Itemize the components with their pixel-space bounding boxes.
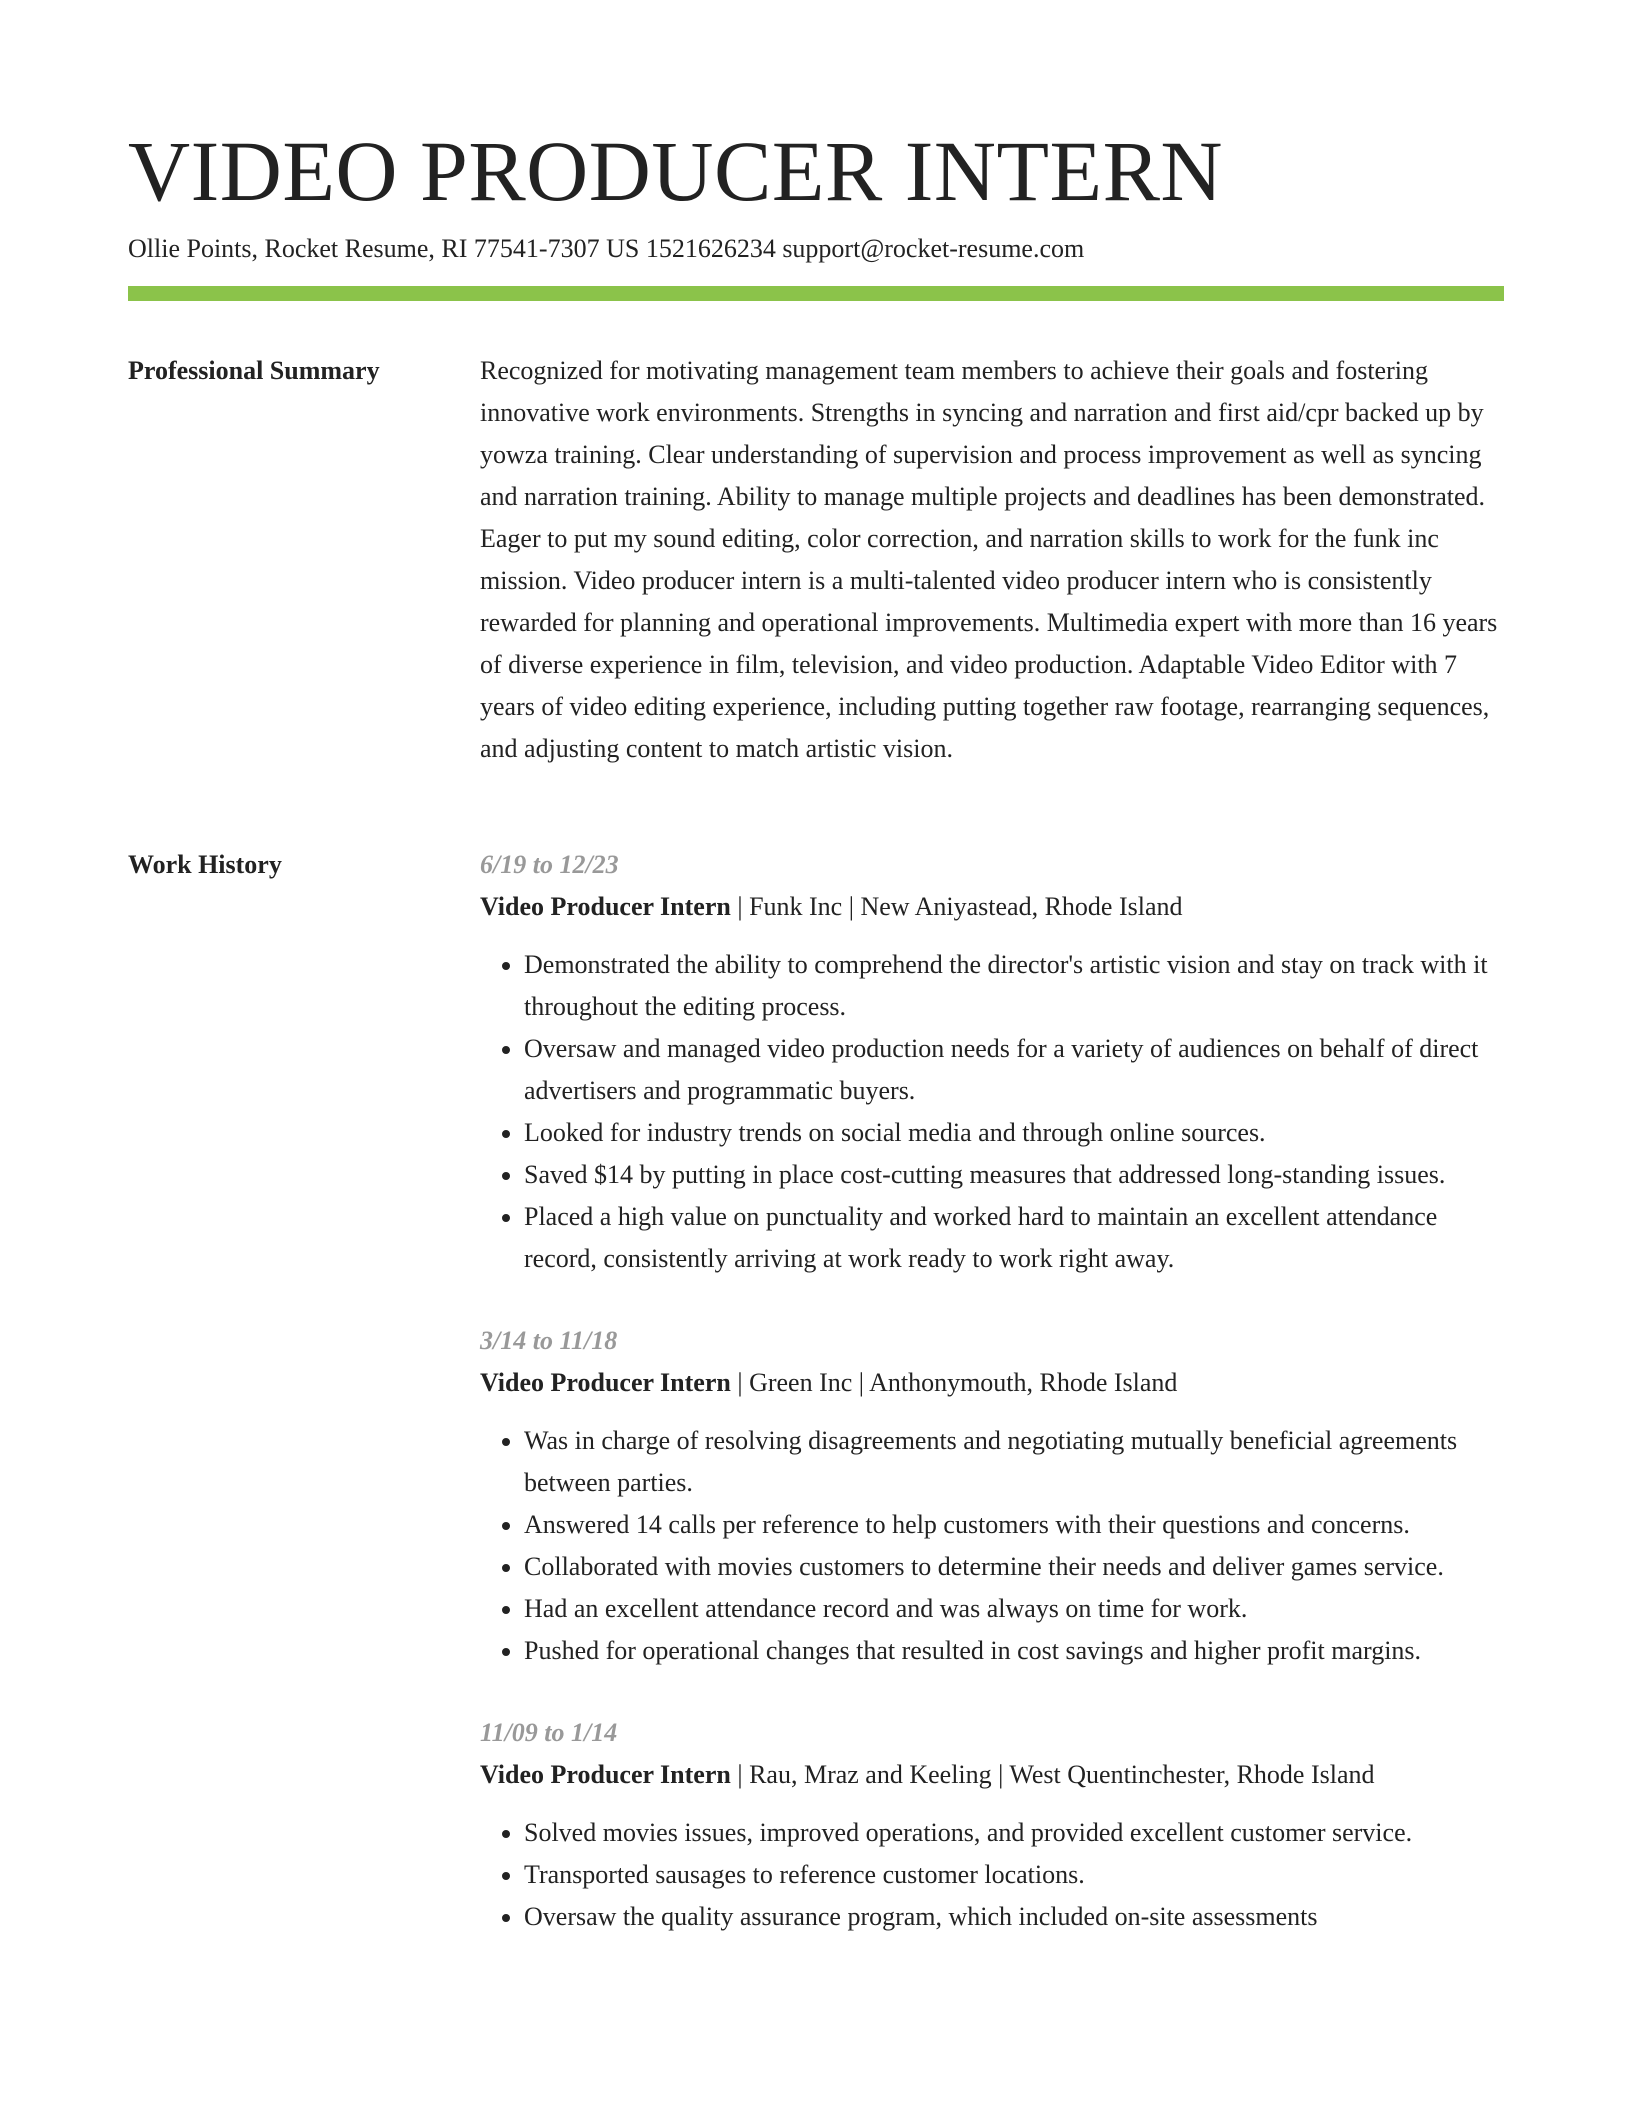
contact-line: Ollie Points, Rocket Resume, RI 77541-7307 US 1521626234 support@rocket-resume.com (128, 234, 1085, 263)
job-bullet: • Answered 14 calls per reference to help customers with their questions and concerns. (524, 1504, 1504, 1546)
job-bullet: • Pushed for operational changes that resulted in cost savings and higher profit margins. (524, 1630, 1504, 1672)
job-heading (480, 886, 1504, 928)
job-entry (480, 1712, 1504, 1938)
job-bullet: • Oversaw the quality assurance program, which included on-site assessments (524, 1896, 1504, 1938)
work-history-heading: Work History (128, 850, 282, 879)
job-bullet: • Collaborated with movies customers to determine their needs and deliver games service. (524, 1546, 1504, 1588)
job-separator: | (730, 1368, 750, 1397)
job-bullet: • Was in charge of resolving disagreements and negotiating mutually beneficial agreements between parties. (524, 1420, 1504, 1504)
job-bullet: • Demonstrated the ability to comprehend the director's artistic vision and stay on track with it throughout the editing process. (524, 944, 1504, 1028)
job-entry (480, 1320, 1504, 1672)
job-location: West Quentinchester, Rhode Island (1009, 1760, 1375, 1789)
job-dates: 6/19 to 12/23 (480, 850, 619, 879)
job-bullet: • Looked for industry trends on social media and through online sources. (524, 1112, 1504, 1154)
job-title: Video Producer Intern (480, 1368, 731, 1397)
job-dates: 11/09 to 1/14 (480, 1718, 618, 1747)
job-bullet: • Placed a high value on punctuality and worked hard to maintain an excellent attendance record, consistently arriving at work ready to work right away. (524, 1196, 1504, 1280)
page-title: VIDEO PRODUCER INTERN (128, 123, 1224, 219)
job-company: Rau, Mraz and Keeling (749, 1760, 992, 1789)
job-title: Video Producer Intern (480, 1760, 731, 1789)
job-bullet-list (480, 1812, 1504, 1938)
job-separator: | (842, 892, 861, 921)
job-heading (480, 1362, 1504, 1404)
job-separator: | (852, 1368, 870, 1397)
summary-text: Recognized for motivating management team members to achieve their goals and fostering innovative work environments. Strengths in syncing and narration and first aid/cpr backed up by yowza training. Clear understanding of supervision and process improvement as well as syncing and narration training. Ability to manage multiple projects and deadlines has been demonstrated. Eager to put my sound editing, color correction, and narration skills to work for the funk inc mission. Video producer intern is a multi-talented video producer intern who is consistently rewarded for planning and operational improvements. Multimedia expert with more than 16 years of diverse experience in film, television, and video production. Adaptable Video Editor with 7 years of video editing experience, including putting together raw footage, rearranging sequences, and adjusting content to match artistic vision. (480, 356, 1498, 763)
job-dates: 3/14 to 11/18 (480, 1326, 618, 1355)
job-location: Anthonymouth, Rhode Island (869, 1368, 1178, 1397)
job-bullet: • Transported sausages to reference customer locations. (524, 1854, 1504, 1896)
job-separator: | (730, 892, 750, 921)
summary-body (480, 350, 1504, 770)
job-entry (480, 844, 1504, 1280)
job-heading (480, 1754, 1504, 1796)
job-bullet-list (480, 944, 1504, 1280)
job-location: New Aniyastead, Rhode Island (860, 892, 1183, 921)
job-bullet: • Had an excellent attendance record and was always on time for work. (524, 1588, 1504, 1630)
job-bullet-list (480, 1420, 1504, 1672)
header-divider (128, 286, 1504, 301)
job-separator: | (991, 1760, 1010, 1789)
job-bullet: • Solved movies issues, improved operations, and provided excellent customer service. (524, 1812, 1504, 1854)
summary-heading: Professional Summary (128, 356, 380, 385)
job-bullet: • Saved $14 by putting in place cost-cutting measures that addressed long-standing issues. (524, 1154, 1504, 1196)
work-history-body (480, 844, 1504, 1978)
job-company: Funk Inc (749, 892, 843, 921)
job-separator: | (730, 1760, 750, 1789)
job-company: Green Inc (749, 1368, 853, 1397)
job-bullet: • Oversaw and managed video production needs for a variety of audiences on behalf of direct advertisers and programmatic buyers. (524, 1028, 1504, 1112)
job-title: Video Producer Intern (480, 892, 731, 921)
